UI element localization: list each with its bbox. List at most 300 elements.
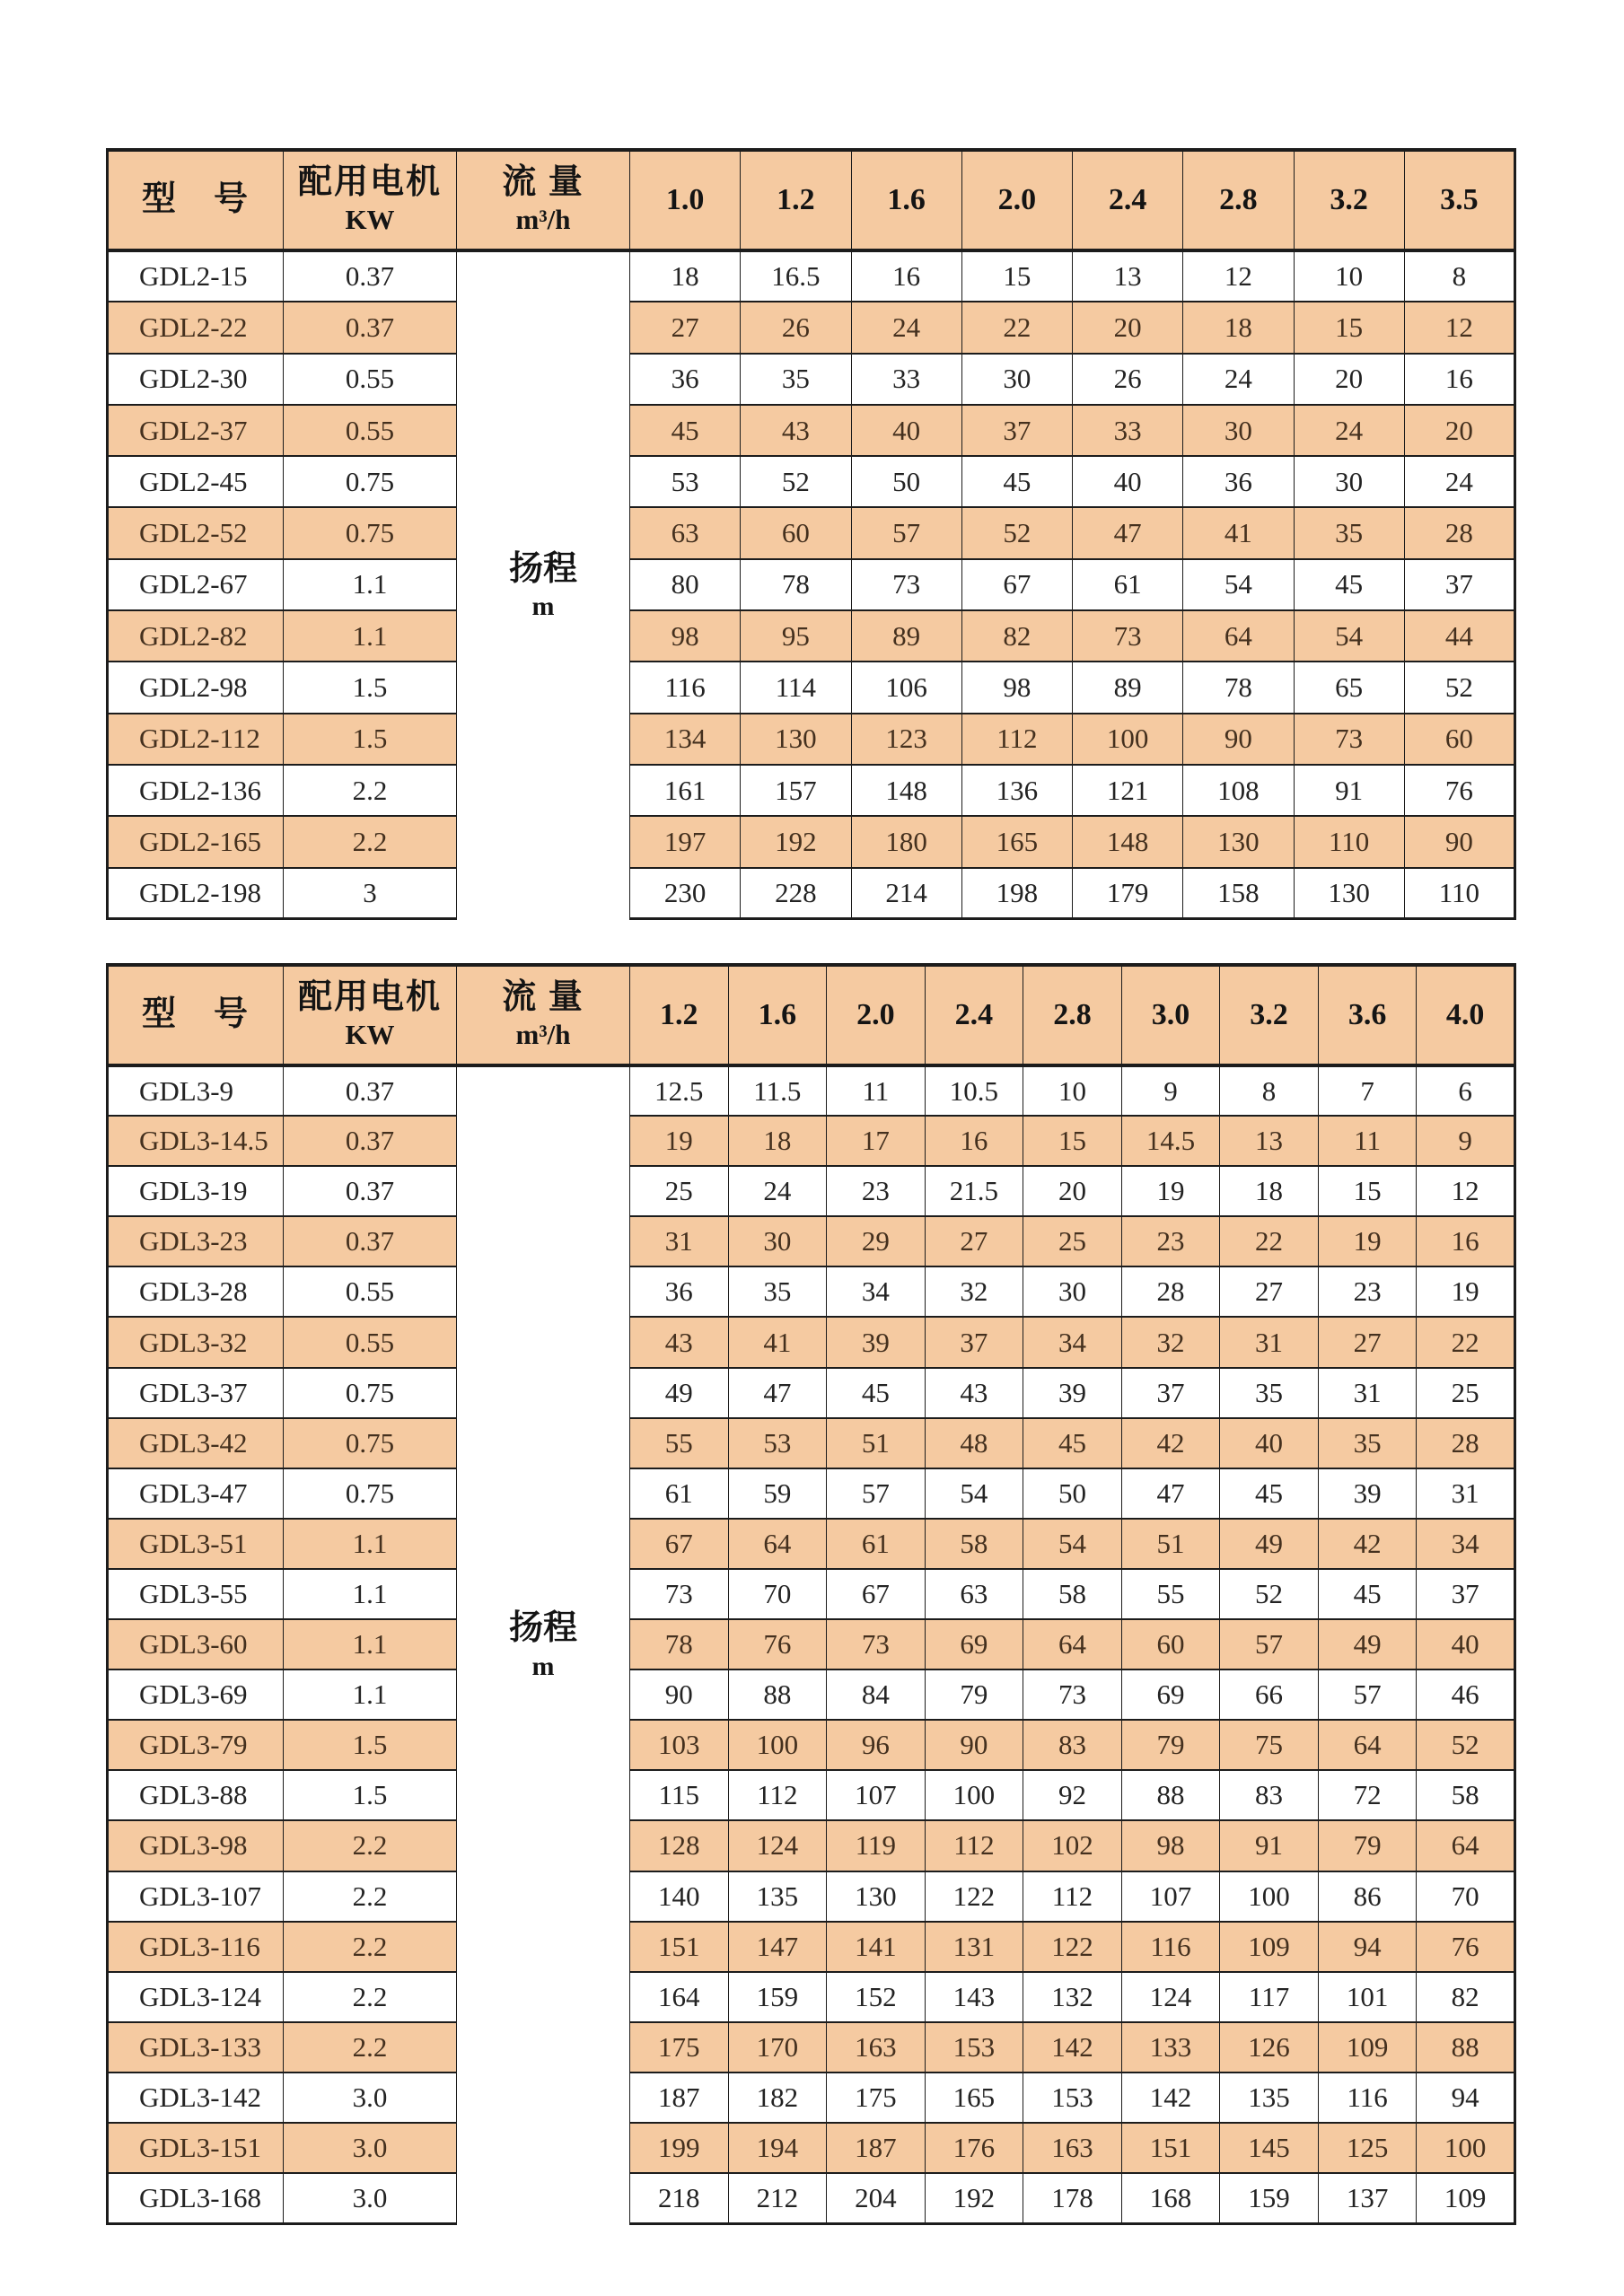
head-value-cell: 16 xyxy=(1404,354,1514,405)
head-value-cell: 102 xyxy=(1023,1820,1122,1871)
head-value-cell: 98 xyxy=(961,662,1072,713)
head-value-cell: 31 xyxy=(630,1216,729,1266)
model-cell: GDL2-165 xyxy=(108,816,284,867)
head-value-cell: 19 xyxy=(1318,1216,1417,1266)
head-value-cell: 199 xyxy=(630,2123,729,2173)
head-value-cell: 116 xyxy=(1121,1922,1220,1972)
head-value-cell: 90 xyxy=(1183,714,1294,765)
head-value-cell: 15 xyxy=(1023,1116,1122,1166)
head-value-cell: 57 xyxy=(1220,1619,1319,1669)
head-value-cell: 137 xyxy=(1318,2173,1417,2223)
head-value-cell: 142 xyxy=(1023,2022,1122,2073)
head-value-cell: 58 xyxy=(1417,1770,1515,1820)
head-value-cell: 23 xyxy=(1121,1216,1220,1266)
flow-rate-header: 3.2 xyxy=(1294,150,1404,250)
head-value-cell: 157 xyxy=(741,765,851,816)
head-value-cell: 187 xyxy=(827,2123,926,2173)
flow-column-header xyxy=(457,150,630,250)
head-value-cell: 52 xyxy=(1404,662,1514,713)
head-value-cell: 27 xyxy=(630,302,741,353)
head-value-cell: 7 xyxy=(1318,1065,1417,1116)
flow-rate-header: 2.0 xyxy=(827,965,926,1065)
head-value-cell: 91 xyxy=(1294,765,1404,816)
head-value-cell: 13 xyxy=(1073,250,1183,302)
head-value-cell: 53 xyxy=(630,456,741,507)
head-value-cell: 24 xyxy=(728,1166,827,1216)
head-value-cell: 30 xyxy=(961,354,1072,405)
head-value-cell: 37 xyxy=(961,405,1072,456)
flow-rate-header: 2.4 xyxy=(925,965,1023,1065)
head-value-cell: 69 xyxy=(1121,1669,1220,1720)
model-cell: GDL3-55 xyxy=(108,1569,284,1619)
table-row xyxy=(108,1519,1515,1569)
head-value-cell: 101 xyxy=(1318,1972,1417,2022)
head-value-cell: 33 xyxy=(1073,405,1183,456)
head-value-cell: 112 xyxy=(961,714,1072,765)
head-value-cell: 16 xyxy=(925,1116,1023,1166)
head-value-cell: 52 xyxy=(741,456,851,507)
head-value-cell: 130 xyxy=(1294,868,1404,919)
table-row xyxy=(108,1619,1515,1669)
head-value-cell: 25 xyxy=(1023,1216,1122,1266)
head-value-cell: 94 xyxy=(1417,2073,1515,2123)
kw-cell: 1.1 xyxy=(284,610,457,662)
head-value-cell: 47 xyxy=(728,1368,827,1418)
head-value-cell: 64 xyxy=(1318,1720,1417,1770)
head-value-cell: 148 xyxy=(851,765,961,816)
flow-rate-header: 2.8 xyxy=(1023,965,1122,1065)
head-value-cell: 52 xyxy=(1220,1569,1319,1619)
kw-cell: 3 xyxy=(284,868,457,919)
head-value-cell: 30 xyxy=(1294,456,1404,507)
gdl2-table xyxy=(106,148,1516,920)
head-value-cell: 33 xyxy=(851,354,961,405)
head-value-cell: 30 xyxy=(728,1216,827,1266)
table-row xyxy=(108,1368,1515,1418)
table-row xyxy=(108,868,1515,919)
head-value-cell: 95 xyxy=(741,610,851,662)
head-value-cell: 45 xyxy=(630,405,741,456)
head-value-cell: 84 xyxy=(827,1669,926,1720)
head-value-cell: 116 xyxy=(1318,2073,1417,2123)
model-cell: GDL3-107 xyxy=(108,1871,284,1922)
head-value-cell: 24 xyxy=(851,302,961,353)
head-value-cell: 66 xyxy=(1220,1669,1319,1720)
head-value-cell: 110 xyxy=(1294,816,1404,867)
head-value-cell: 45 xyxy=(827,1368,926,1418)
head-value-cell: 40 xyxy=(1417,1619,1515,1669)
flow-rate-header: 1.6 xyxy=(728,965,827,1065)
head-value-cell: 76 xyxy=(1404,765,1514,816)
head-value-cell: 79 xyxy=(925,1669,1023,1720)
head-value-cell: 197 xyxy=(630,816,741,867)
model-cell: GDL2-30 xyxy=(108,354,284,405)
model-cell: GDL2-52 xyxy=(108,507,284,558)
kw-cell: 3.0 xyxy=(284,2123,457,2173)
head-value-cell: 43 xyxy=(630,1317,729,1367)
flow-rate-header: 1.2 xyxy=(630,965,729,1065)
head-value-cell: 132 xyxy=(1023,1972,1122,2022)
flow-rate-header: 3.5 xyxy=(1404,150,1514,250)
head-value-cell: 70 xyxy=(1417,1871,1515,1922)
model-cell: GDL2-15 xyxy=(108,250,284,302)
head-value-cell: 40 xyxy=(851,405,961,456)
kw-cell: 2.2 xyxy=(284,1972,457,2022)
head-value-cell: 12.5 xyxy=(630,1065,729,1116)
table-row xyxy=(108,456,1515,507)
head-value-cell: 49 xyxy=(1318,1619,1417,1669)
head-value-cell: 141 xyxy=(827,1922,926,1972)
head-value-cell: 32 xyxy=(1121,1317,1220,1367)
model-cell: GDL3-88 xyxy=(108,1770,284,1820)
head-value-cell: 94 xyxy=(1318,1922,1417,1972)
head-value-cell: 117 xyxy=(1220,1972,1319,2022)
head-value-cell: 54 xyxy=(925,1468,1023,1519)
head-value-cell: 73 xyxy=(827,1619,926,1669)
head-value-cell: 25 xyxy=(630,1166,729,1216)
table-row xyxy=(108,507,1515,558)
head-value-cell: 218 xyxy=(630,2173,729,2223)
head-label: 扬程 xyxy=(508,549,577,588)
flow-rate-header: 2.0 xyxy=(961,150,1072,250)
head-value-cell: 115 xyxy=(630,1770,729,1820)
table-row xyxy=(108,1418,1515,1468)
flow-rate-header: 2.8 xyxy=(1183,150,1294,250)
kw-cell: 0.37 xyxy=(284,1116,457,1166)
head-value-cell: 10.5 xyxy=(925,1065,1023,1116)
head-value-cell: 22 xyxy=(1220,1216,1319,1266)
flow-rate-header: 1.6 xyxy=(851,150,961,250)
head-value-cell: 90 xyxy=(1404,816,1514,867)
head-value-cell: 64 xyxy=(1023,1619,1122,1669)
model-cell: GDL3-151 xyxy=(108,2123,284,2173)
head-value-cell: 143 xyxy=(925,1972,1023,2022)
head-value-cell: 194 xyxy=(728,2123,827,2173)
head-value-cell: 40 xyxy=(1220,1418,1319,1468)
head-value-cell: 124 xyxy=(728,1820,827,1871)
head-value-cell: 175 xyxy=(827,2073,926,2123)
head-value-cell: 25 xyxy=(1417,1368,1515,1418)
table-row xyxy=(108,405,1515,456)
head-value-cell: 15 xyxy=(961,250,1072,302)
model-cell: GDL3-28 xyxy=(108,1266,284,1317)
head-value-cell: 61 xyxy=(1073,559,1183,610)
head-value-cell: 51 xyxy=(827,1418,926,1468)
head-value-cell: 125 xyxy=(1318,2123,1417,2173)
head-value-cell: 53 xyxy=(728,1418,827,1468)
head-value-cell: 28 xyxy=(1417,1418,1515,1468)
motor-header-label: 配用电机 xyxy=(297,162,442,201)
head-value-cell: 10 xyxy=(1023,1065,1122,1116)
head-value-cell: 163 xyxy=(827,2022,926,2073)
head-value-cell: 151 xyxy=(630,1922,729,1972)
table-row xyxy=(108,1770,1515,1820)
head-value-cell: 36 xyxy=(630,354,741,405)
model-cell: GDL3-42 xyxy=(108,1418,284,1468)
kw-cell: 2.2 xyxy=(284,1922,457,1972)
head-value-cell: 109 xyxy=(1318,2022,1417,2073)
head-value-cell: 12 xyxy=(1417,1166,1515,1216)
head-value-cell: 100 xyxy=(1220,1871,1319,1922)
table-body xyxy=(108,250,1515,919)
model-cell: GDL3-116 xyxy=(108,1922,284,1972)
head-value-cell: 192 xyxy=(925,2173,1023,2223)
kw-cell: 1.5 xyxy=(284,714,457,765)
head-value-cell: 124 xyxy=(1121,1972,1220,2022)
table-row xyxy=(108,354,1515,405)
head-value-cell: 28 xyxy=(1404,507,1514,558)
head-value-cell: 107 xyxy=(827,1770,926,1820)
model-cell: GDL3-23 xyxy=(108,1216,284,1266)
head-value-cell: 114 xyxy=(741,662,851,713)
kw-cell: 0.75 xyxy=(284,507,457,558)
flow-header-label: 流 量 xyxy=(502,162,584,201)
head-value-cell: 179 xyxy=(1073,868,1183,919)
head-value-cell: 122 xyxy=(1023,1922,1122,1972)
head-value-cell: 192 xyxy=(741,816,851,867)
head-value-cell: 134 xyxy=(630,714,741,765)
model-cell: GDL2-22 xyxy=(108,302,284,353)
head-value-cell: 16.5 xyxy=(741,250,851,302)
flow-header-label: 流 量 xyxy=(502,977,584,1016)
head-value-cell: 39 xyxy=(1318,1468,1417,1519)
head-value-cell: 83 xyxy=(1220,1770,1319,1820)
head-unit: m xyxy=(531,592,555,622)
head-value-cell: 86 xyxy=(1318,1871,1417,1922)
head-value-cell: 168 xyxy=(1121,2173,1220,2223)
head-value-cell: 90 xyxy=(630,1669,729,1720)
head-value-cell: 90 xyxy=(925,1720,1023,1770)
head-value-cell: 82 xyxy=(961,610,1072,662)
table-row xyxy=(108,1266,1515,1317)
table-row xyxy=(108,1972,1515,2022)
kw-cell: 2.2 xyxy=(284,765,457,816)
head-value-cell: 60 xyxy=(1121,1619,1220,1669)
head-value-cell: 52 xyxy=(1417,1720,1515,1770)
table-row xyxy=(108,2173,1515,2223)
model-cell: GDL3-142 xyxy=(108,2073,284,2123)
model-cell: GDL2-37 xyxy=(108,405,284,456)
table-row xyxy=(108,1569,1515,1619)
head-value-cell: 79 xyxy=(1121,1720,1220,1770)
head-value-cell: 133 xyxy=(1121,2022,1220,2073)
motor-column-header xyxy=(284,150,457,250)
head-value-cell: 148 xyxy=(1073,816,1183,867)
head-value-cell: 178 xyxy=(1023,2173,1122,2223)
head-value-cell: 18 xyxy=(1220,1166,1319,1216)
model-cell: GDL3-60 xyxy=(108,1619,284,1669)
head-value-cell: 100 xyxy=(728,1720,827,1770)
head-value-cell: 182 xyxy=(728,2073,827,2123)
kw-cell: 0.37 xyxy=(284,250,457,302)
head-value-cell: 8 xyxy=(1220,1065,1319,1116)
head-value-cell: 64 xyxy=(1183,610,1294,662)
head-value-cell: 73 xyxy=(851,559,961,610)
head-value-cell: 27 xyxy=(1318,1317,1417,1367)
head-value-cell: 37 xyxy=(1417,1569,1515,1619)
head-value-cell: 17 xyxy=(827,1116,926,1166)
head-value-cell: 24 xyxy=(1404,456,1514,507)
head-value-cell: 76 xyxy=(1417,1922,1515,1972)
head-value-cell: 131 xyxy=(925,1922,1023,1972)
head-value-cell: 26 xyxy=(741,302,851,353)
model-header-label: 型 号 xyxy=(141,995,250,1034)
kw-cell: 0.37 xyxy=(284,1216,457,1266)
head-value-cell: 44 xyxy=(1404,610,1514,662)
table-header xyxy=(108,965,1515,1065)
head-value-cell: 49 xyxy=(630,1368,729,1418)
head-value-cell: 35 xyxy=(1294,507,1404,558)
kw-cell: 1.1 xyxy=(284,559,457,610)
head-value-cell: 18 xyxy=(630,250,741,302)
head-value-cell: 204 xyxy=(827,2173,926,2223)
head-value-cell: 22 xyxy=(1417,1317,1515,1367)
head-value-cell: 6 xyxy=(1417,1065,1515,1116)
head-value-cell: 91 xyxy=(1220,1820,1319,1871)
head-value-cell: 24 xyxy=(1294,405,1404,456)
head-value-cell: 136 xyxy=(961,765,1072,816)
head-value-cell: 76 xyxy=(728,1619,827,1669)
kw-cell: 0.75 xyxy=(284,1368,457,1418)
head-value-cell: 39 xyxy=(1023,1368,1122,1418)
head-value-cell: 43 xyxy=(741,405,851,456)
head-value-cell: 92 xyxy=(1023,1770,1122,1820)
model-cell: GDL3-47 xyxy=(108,1468,284,1519)
head-value-cell: 126 xyxy=(1220,2022,1319,2073)
model-cell: GDL2-112 xyxy=(108,714,284,765)
head-value-cell: 69 xyxy=(925,1619,1023,1669)
flow-rate-header: 4.0 xyxy=(1417,965,1515,1065)
head-value-cell: 110 xyxy=(1404,868,1514,919)
head-value-cell: 50 xyxy=(851,456,961,507)
flow-header-unit: m³/h xyxy=(515,1019,571,1051)
head-unit-merged-cell xyxy=(457,250,630,919)
flow-rate-header: 3.0 xyxy=(1121,965,1220,1065)
head-value-cell: 34 xyxy=(827,1266,926,1317)
head-value-cell: 116 xyxy=(630,662,741,713)
head-value-cell: 19 xyxy=(1417,1266,1515,1317)
kw-cell: 0.55 xyxy=(284,405,457,456)
head-value-cell: 165 xyxy=(925,2073,1023,2123)
table-row xyxy=(108,765,1515,816)
table-row xyxy=(108,1720,1515,1770)
head-value-cell: 18 xyxy=(728,1116,827,1166)
head-value-cell: 24 xyxy=(1183,354,1294,405)
model-cell: GDL2-198 xyxy=(108,868,284,919)
head-value-cell: 45 xyxy=(1023,1418,1122,1468)
head-value-cell: 58 xyxy=(1023,1569,1122,1619)
head-value-cell: 82 xyxy=(1417,1972,1515,2022)
kw-cell: 0.75 xyxy=(284,1418,457,1468)
head-value-cell: 10 xyxy=(1294,250,1404,302)
head-value-cell: 107 xyxy=(1121,1871,1220,1922)
kw-cell: 3.0 xyxy=(284,2073,457,2123)
head-value-cell: 165 xyxy=(961,816,1072,867)
head-value-cell: 140 xyxy=(630,1871,729,1922)
flow-column-header xyxy=(457,965,630,1065)
head-value-cell: 153 xyxy=(925,2022,1023,2073)
head-value-cell: 21.5 xyxy=(925,1166,1023,1216)
kw-cell: 2.2 xyxy=(284,1820,457,1871)
head-value-cell: 152 xyxy=(827,1972,926,2022)
flow-rate-header: 1.2 xyxy=(741,150,851,250)
head-value-cell: 135 xyxy=(728,1871,827,1922)
head-value-cell: 78 xyxy=(741,559,851,610)
head-value-cell: 30 xyxy=(1183,405,1294,456)
head-value-cell: 37 xyxy=(1404,559,1514,610)
head-value-cell: 37 xyxy=(925,1317,1023,1367)
head-value-cell: 79 xyxy=(1318,1820,1417,1871)
head-value-cell: 47 xyxy=(1073,507,1183,558)
motor-column-header xyxy=(284,965,457,1065)
head-value-cell: 80 xyxy=(630,559,741,610)
head-value-cell: 106 xyxy=(851,662,961,713)
kw-cell: 1.1 xyxy=(284,1569,457,1619)
head-value-cell: 112 xyxy=(728,1770,827,1820)
model-cell: GDL2-82 xyxy=(108,610,284,662)
head-value-cell: 15 xyxy=(1294,302,1404,353)
head-value-cell: 12 xyxy=(1404,302,1514,353)
head-value-cell: 16 xyxy=(851,250,961,302)
head-value-cell: 55 xyxy=(630,1418,729,1468)
head-value-cell: 64 xyxy=(728,1519,827,1569)
head-value-cell: 64 xyxy=(1417,1820,1515,1871)
head-value-cell: 151 xyxy=(1121,2123,1220,2173)
model-column-header xyxy=(108,150,284,250)
head-value-cell: 122 xyxy=(925,1871,1023,1922)
head-value-cell: 73 xyxy=(1294,714,1404,765)
head-value-cell: 61 xyxy=(630,1468,729,1519)
table-row xyxy=(108,816,1515,867)
head-value-cell: 164 xyxy=(630,1972,729,2022)
gdl2-table-host xyxy=(106,148,1516,920)
head-value-cell: 23 xyxy=(1318,1266,1417,1317)
flow-rate-header: 1.0 xyxy=(630,150,741,250)
head-value-cell: 212 xyxy=(728,2173,827,2223)
model-cell: GDL3-133 xyxy=(108,2022,284,2073)
head-value-cell: 35 xyxy=(741,354,851,405)
head-value-cell: 36 xyxy=(630,1266,729,1317)
head-value-cell: 214 xyxy=(851,868,961,919)
table-row xyxy=(108,1116,1515,1166)
table-row xyxy=(108,1166,1515,1216)
head-value-cell: 67 xyxy=(827,1569,926,1619)
head-value-cell: 63 xyxy=(630,507,741,558)
head-value-cell: 22 xyxy=(961,302,1072,353)
gdl3-table-host xyxy=(106,963,1516,2225)
head-value-cell: 228 xyxy=(741,868,851,919)
model-column-header xyxy=(108,965,284,1065)
head-value-cell: 12 xyxy=(1183,250,1294,302)
kw-cell: 0.75 xyxy=(284,456,457,507)
head-value-cell: 29 xyxy=(827,1216,926,1266)
head-value-cell: 20 xyxy=(1073,302,1183,353)
head-value-cell: 89 xyxy=(1073,662,1183,713)
head-value-cell: 176 xyxy=(925,2123,1023,2173)
head-value-cell: 73 xyxy=(1073,610,1183,662)
model-cell: GDL3-14.5 xyxy=(108,1116,284,1166)
head-value-cell: 112 xyxy=(1023,1871,1122,1922)
kw-cell: 1.5 xyxy=(284,1770,457,1820)
head-value-cell: 20 xyxy=(1023,1166,1122,1216)
head-value-cell: 61 xyxy=(827,1519,926,1569)
head-value-cell: 35 xyxy=(1318,1418,1417,1468)
head-value-cell: 83 xyxy=(1023,1720,1122,1770)
head-value-cell: 42 xyxy=(1318,1519,1417,1569)
head-value-cell: 32 xyxy=(925,1266,1023,1317)
head-value-cell: 57 xyxy=(851,507,961,558)
kw-cell: 0.37 xyxy=(284,302,457,353)
